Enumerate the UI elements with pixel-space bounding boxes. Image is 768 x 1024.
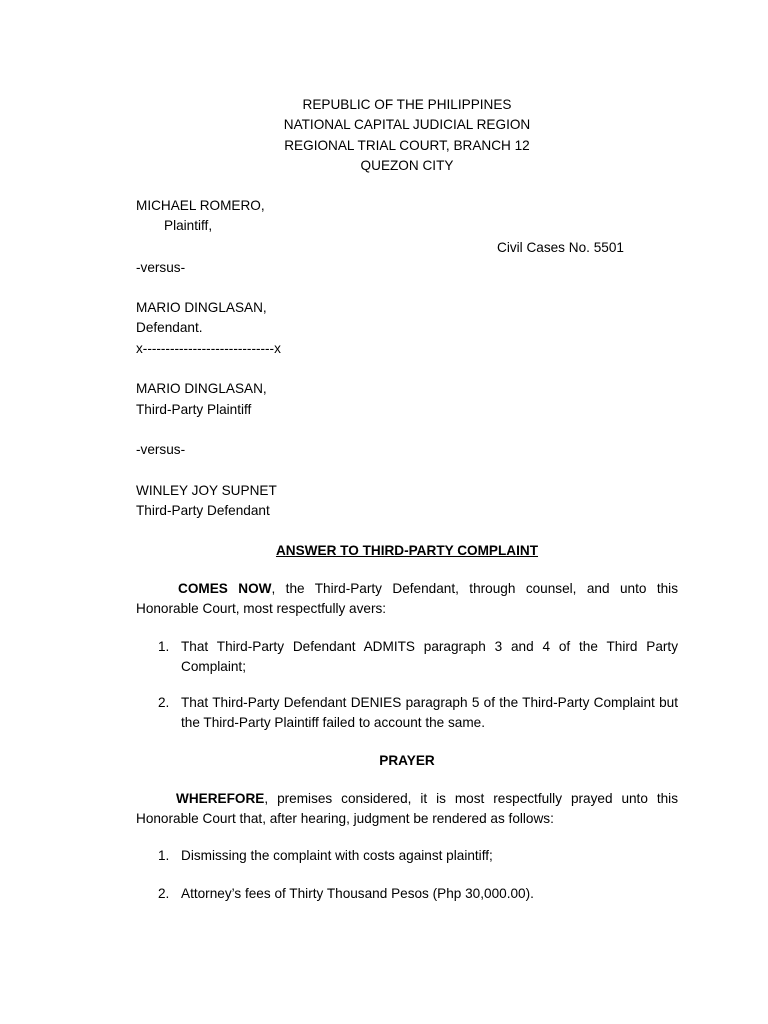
item-text-part: ). xyxy=(525,886,534,901)
third-party-plaintiff-name: MARIO DINGLASAN, xyxy=(136,381,267,396)
versus-label: -versus- xyxy=(136,442,186,457)
document-title: ANSWER TO THIRD-PARTY COMPLAINT xyxy=(275,543,539,558)
plaintiff-role: Plaintiff, xyxy=(164,218,213,233)
versus-label: -versus- xyxy=(136,260,186,275)
paragraph-number: 5 xyxy=(471,695,480,710)
paragraph-number: 4 xyxy=(542,639,551,654)
item-number: 1. xyxy=(158,848,170,863)
prayer-text: , premises considered, it is most respectfully prayed unto this Honorable Court that, after hearing, judgment be rendered as follows: xyxy=(136,791,678,826)
list-item xyxy=(136,693,678,733)
item-text-part: and xyxy=(502,639,543,654)
item-text xyxy=(181,693,678,733)
header-court-branch: REGIONAL TRIAL COURT, BRANCH 12 xyxy=(284,138,530,153)
prayer-heading: PRAYER xyxy=(379,753,435,768)
item-text-part: of the Third Party Complaint; xyxy=(181,639,679,674)
list-item xyxy=(136,637,678,677)
intro-paragraph xyxy=(136,579,678,619)
header-city: QUEZON CITY xyxy=(360,158,454,173)
intro-lead: COMES NOW xyxy=(178,581,272,596)
item-text xyxy=(181,637,678,677)
third-party-plaintiff-role: Third-Party Plaintiff xyxy=(136,402,252,417)
plaintiff-name: MICHAEL ROMERO, xyxy=(136,198,265,213)
fee-amount: 30,000.00 xyxy=(465,886,526,901)
item-text-part: Attorney’s fees of Thirty Thousand Pesos (Php xyxy=(181,886,466,901)
header-judicial-region: NATIONAL CAPITAL JUDICIAL REGION xyxy=(283,117,531,132)
item-number: 2. xyxy=(158,886,170,901)
caption-separator: x-----------------------------x xyxy=(136,341,281,356)
list-item xyxy=(136,846,678,866)
header-republic: REPUBLIC OF THE PHILIPPINES xyxy=(302,97,512,112)
item-text-part: of the Third-Party Complaint but the Third-Party Plaintiff failed to account the same. xyxy=(181,695,678,730)
paragraph-number: 3 xyxy=(494,639,503,654)
prayer-paragraph xyxy=(136,789,678,829)
item-text-part: That Third-Party Defendant ADMITS paragraph xyxy=(181,639,495,654)
item-text xyxy=(181,884,678,904)
item-number: 1. xyxy=(158,639,170,654)
item-number: 2. xyxy=(158,695,170,710)
defendant-role: Defendant. xyxy=(136,320,203,335)
list-item xyxy=(136,884,678,904)
intro-text: , the Third-Party Defendant, through counsel, and unto this Honorable Court, most respectfully avers: xyxy=(136,581,678,616)
case-number-label: Civil Cases No. xyxy=(497,240,594,255)
third-party-defendant-name: WINLEY JOY SUPNET xyxy=(136,483,277,498)
case-number-line xyxy=(497,238,624,258)
third-party-defendant-role: Third-Party Defendant xyxy=(136,503,270,518)
item-text-part: That Third-Party Defendant DENIES paragraph xyxy=(181,695,472,710)
defendant-name: MARIO DINGLASAN, xyxy=(136,300,267,315)
case-number-value: 5501 xyxy=(593,240,624,255)
item-text: Dismissing the complaint with costs against plaintiff; xyxy=(181,848,493,863)
prayer-lead: WHEREFORE xyxy=(176,791,265,806)
